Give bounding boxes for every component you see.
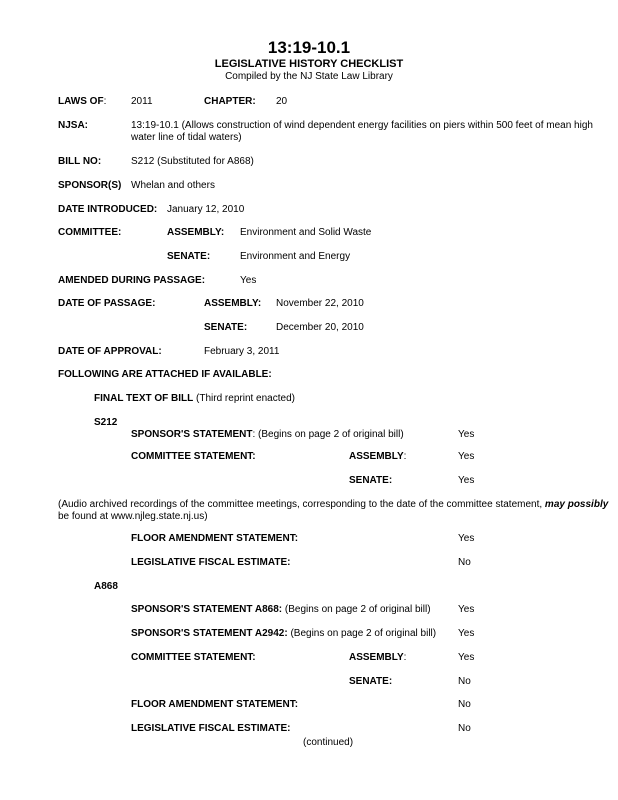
a868-committee-statement-label: COMMITTEE STATEMENT:: [131, 652, 256, 663]
a868-fiscal-estimate-value: No: [458, 723, 471, 734]
committee-assembly-label: ASSEMBLY:: [167, 227, 225, 238]
s212-committee-assembly-label: ASSEMBLY:: [349, 451, 407, 462]
amended-value: Yes: [240, 275, 257, 286]
njsa-label: NJSA:: [58, 120, 89, 131]
chapter-label: CHAPTER:: [204, 96, 256, 107]
bill-no-label: BILL NO:: [58, 156, 102, 167]
continued-note: (continued): [303, 737, 354, 748]
date-of-approval-value: February 3, 2011: [204, 346, 280, 357]
committee-label: COMMITTEE:: [58, 227, 122, 238]
audio-archive-note: (Audio archived recordings of the committee meetings, corresponding to the date of the committee statement, may possibly be found at www.njleg.state.nj.us): [58, 499, 609, 522]
a868-heading: A868: [94, 581, 118, 592]
page-title: 13:19-10.1: [267, 38, 351, 57]
s212-floor-amendment-label: FLOOR AMENDMENT STATEMENT:: [131, 533, 299, 544]
s212-fiscal-estimate-value: No: [458, 557, 471, 568]
date-of-approval-label: DATE OF APPROVAL:: [58, 346, 162, 357]
a868-floor-amendment-label: FLOOR AMENDMENT STATEMENT:: [131, 699, 299, 710]
njsa-value: 13:19-10.1 (Allows construction of wind dependent energy facilities on piers within 500 feet of mean high water line of tidal waters): [131, 120, 593, 143]
passage-assembly-value: November 22, 2010: [276, 298, 364, 309]
s212-heading: S212: [94, 417, 118, 428]
s212-committee-statement-label: COMMITTEE STATEMENT:: [131, 451, 256, 462]
date-of-passage-label: DATE OF PASSAGE:: [58, 298, 156, 309]
amended-label: AMENDED DURING PASSAGE:: [58, 275, 206, 286]
compiled-by: Compiled by the NJ State Law Library: [225, 71, 393, 82]
laws-of-label: LAWS OF:: [58, 96, 107, 107]
s212-sponsor-statement-value: Yes: [458, 429, 475, 440]
final-text-of-bill: FINAL TEXT OF BILL (Third reprint enacted): [94, 393, 295, 404]
s212-sponsor-statement: SPONSOR'S STATEMENT: (Begins on page 2 of original bill): [131, 429, 404, 440]
committee-senate-value: Environment and Energy: [240, 251, 351, 262]
a2942-sponsor-statement: SPONSOR'S STATEMENT A2942: (Begins on page 2 of original bill): [131, 628, 437, 639]
sponsor-label: SPONSOR(S): [58, 180, 122, 191]
passage-assembly-label: ASSEMBLY:: [204, 298, 262, 309]
passage-senate-value: December 20, 2010: [276, 322, 364, 333]
chapter-value: 20: [276, 96, 288, 107]
s212-committee-senate-label: SENATE:: [349, 475, 393, 486]
a868-committee-senate-label: SENATE:: [349, 676, 393, 687]
s212-floor-amendment-value: Yes: [458, 533, 475, 544]
a2942-sponsor-statement-value: Yes: [458, 628, 475, 639]
committee-senate-label: SENATE:: [167, 251, 211, 262]
a868-sponsor-statement-value: Yes: [458, 604, 475, 615]
laws-of-value: 2011: [131, 96, 153, 107]
a868-committee-assembly-value: Yes: [458, 652, 475, 663]
page-subtitle: LEGISLATIVE HISTORY CHECKLIST: [214, 58, 404, 70]
date-introduced-value: January 12, 2010: [167, 204, 245, 215]
s212-committee-senate-value: Yes: [458, 475, 475, 486]
s212-fiscal-estimate-label: LEGISLATIVE FISCAL ESTIMATE:: [131, 557, 291, 568]
a868-fiscal-estimate-label: LEGISLATIVE FISCAL ESTIMATE:: [131, 723, 291, 734]
a868-committee-senate-value: No: [458, 676, 471, 687]
a868-committee-assembly-label: ASSEMBLY:: [349, 652, 407, 663]
bill-no-value: S212 (Substituted for A868): [131, 156, 254, 167]
s212-committee-assembly-value: Yes: [458, 451, 475, 462]
committee-assembly-value: Environment and Solid Waste: [240, 227, 372, 238]
following-label: FOLLOWING ARE ATTACHED IF AVAILABLE:: [58, 369, 272, 380]
passage-senate-label: SENATE:: [204, 322, 248, 333]
a868-sponsor-statement: SPONSOR'S STATEMENT A868: (Begins on page 2 of original bill): [131, 604, 431, 615]
sponsor-value: Whelan and others: [131, 180, 215, 191]
a868-floor-amendment-value: No: [458, 699, 471, 710]
date-introduced-label: DATE INTRODUCED:: [58, 204, 158, 215]
